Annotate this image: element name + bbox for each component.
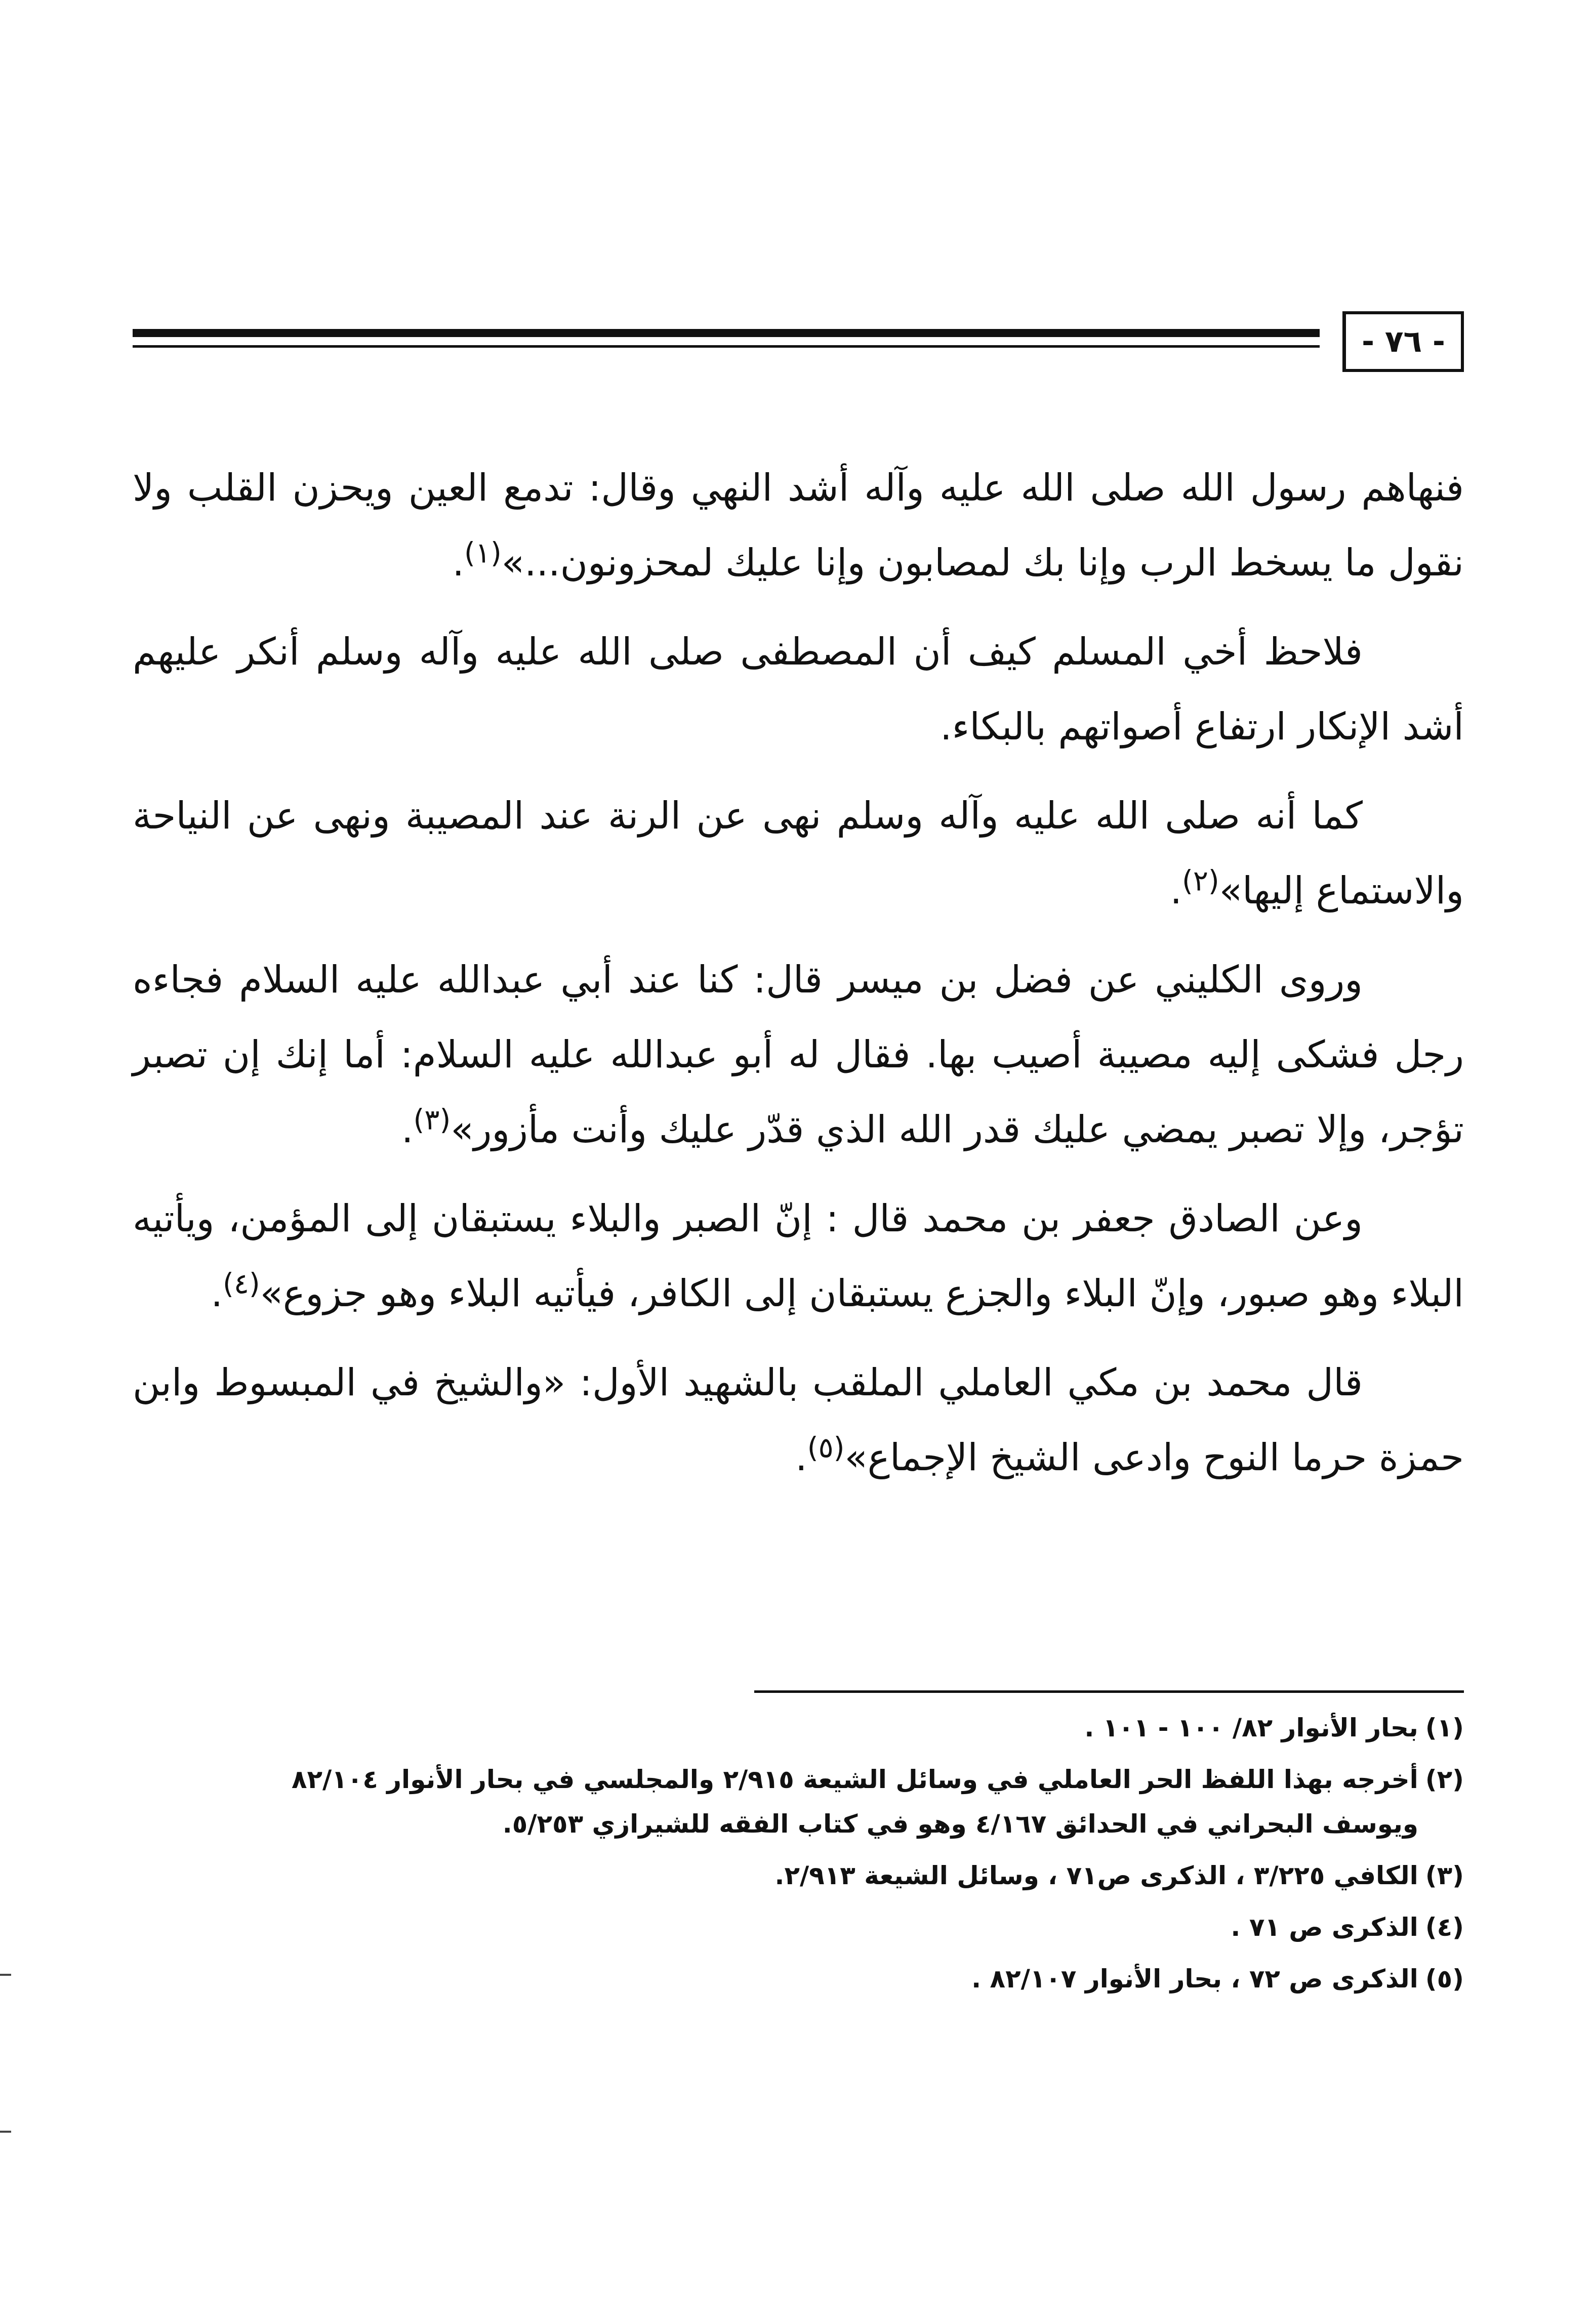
footnote-ref[interactable]: (٥) (807, 1431, 845, 1465)
scan-edge-mark (0, 2131, 11, 2133)
paragraph-text: كما أنه صلى الله عليه وآله وسلم نهى عن الرنة عند المصيبة ونهى عن النياحة والاستماع إليها» (133, 794, 1464, 912)
footnote-number: (٣) (1425, 1861, 1464, 1890)
paragraph (133, 1181, 1464, 1331)
footnote-separator (754, 1690, 1464, 1693)
footnote (133, 1957, 1464, 2001)
page-header (133, 299, 1464, 380)
paragraph (133, 942, 1464, 1167)
footnote-number: (٥) (1425, 1964, 1464, 1994)
paragraph (133, 450, 1464, 600)
footnote-ref[interactable]: (١) (464, 536, 502, 570)
header-rule-thin (133, 345, 1320, 348)
paragraph-end: . (401, 1108, 414, 1151)
paragraph-end: . (452, 541, 464, 585)
paragraph (133, 614, 1464, 764)
paragraph (133, 778, 1464, 928)
main-text (133, 450, 1464, 1509)
footnote-ref[interactable]: (٤) (222, 1267, 260, 1301)
page-number: - ٧٦ - (1362, 324, 1445, 359)
footnote-text: الكافي ٣/٢٢٥ ، الذكرى ص٧١ ، وسائل الشيعة ٢/٩١٣. (774, 1861, 1418, 1890)
footnote (133, 1706, 1464, 1750)
paragraph-end: . (211, 1272, 223, 1315)
footnote (133, 1905, 1464, 1949)
paragraph-text: فنهاهم رسول الله صلى الله عليه وآله أشد النهي وقال: تدمع العين ويحزن القلب ولا نقول ما يسخط الرب وإنا بك لمصابون وإنا عليك لمحزونون...» (133, 466, 1464, 585)
paragraph (133, 1345, 1464, 1495)
paragraph-text: قال محمد بن مكي العاملي الملقب بالشهيد الأول: «والشيخ في المبسوط وابن حمزة حرما النوح وادعى الشيخ الإجماع» (133, 1361, 1464, 1479)
footnote (133, 1853, 1464, 1898)
paragraph-text: وعن الصادق جعفر بن محمد قال : إنّ الصبر والبلاء يستبقان إلى المؤمن، ويأتيه البلاء وهو صبور، وإنّ البلاء والجزع يستبقان إلى الكافر، فيأتيه البلاء وهو جزوع» (133, 1197, 1464, 1315)
paragraph-text: فلاحظ أخي المسلم كيف أن المصطفى صلى الله عليه وآله وسلم أنكر عليهم أشد الإنكار ارتفاع أصواتهم بالبكاء. (133, 630, 1464, 749)
header-rule-thick (133, 329, 1320, 337)
footnote-number: (٢) (1425, 1765, 1464, 1794)
footnote-ref[interactable]: (٣) (413, 1103, 451, 1137)
footnote-text: أخرجه بهذا اللفظ الحر العاملي في وسائل الشيعة ٢/٩١٥ والمجلسي في بحار الأنوار ٨٢/١٠٤ (292, 1765, 1418, 1794)
footnote-text: الذكرى ص ٧١ . (1231, 1913, 1418, 1942)
footnote (133, 1757, 1464, 1846)
footnote-ref[interactable]: (٢) (1181, 864, 1219, 898)
footnote-continuation: ويوسف البحراني في الحدائق ٤/١٦٧ وهو في كتاب الفقه للشيرازي ٥/٢٥٣. (502, 1809, 1418, 1839)
footnotes (133, 1706, 1464, 2008)
page-number-box (1342, 311, 1464, 372)
footnote-text: الذكرى ص ٧٢ ، بحار الأنوار ٨٢/١٠٧ . (971, 1964, 1418, 1994)
scan-edge-mark (0, 1974, 11, 1976)
paragraph-end: . (795, 1436, 807, 1479)
paragraph-text: وروى الكليني عن فضل بن ميسر قال: كنا عند أبي عبدالله عليه السلام فجاءه رجل فشكى إليه مصيبة أصيب بها. فقال له أبو عبدالله عليه السلام: أما إنك إن تصبر تؤجر، وإلا تصبر يمضي عليك قدر الله الذي قدّر عليك وأنت مأزور» (133, 958, 1464, 1151)
footnote-text: بحار الأنوار ٨٢/ ١٠٠ - ١٠١ . (1084, 1713, 1418, 1742)
footnote-number: (١) (1425, 1713, 1464, 1742)
paragraph-end: . (1170, 869, 1182, 912)
footnote-number: (٤) (1425, 1913, 1464, 1942)
